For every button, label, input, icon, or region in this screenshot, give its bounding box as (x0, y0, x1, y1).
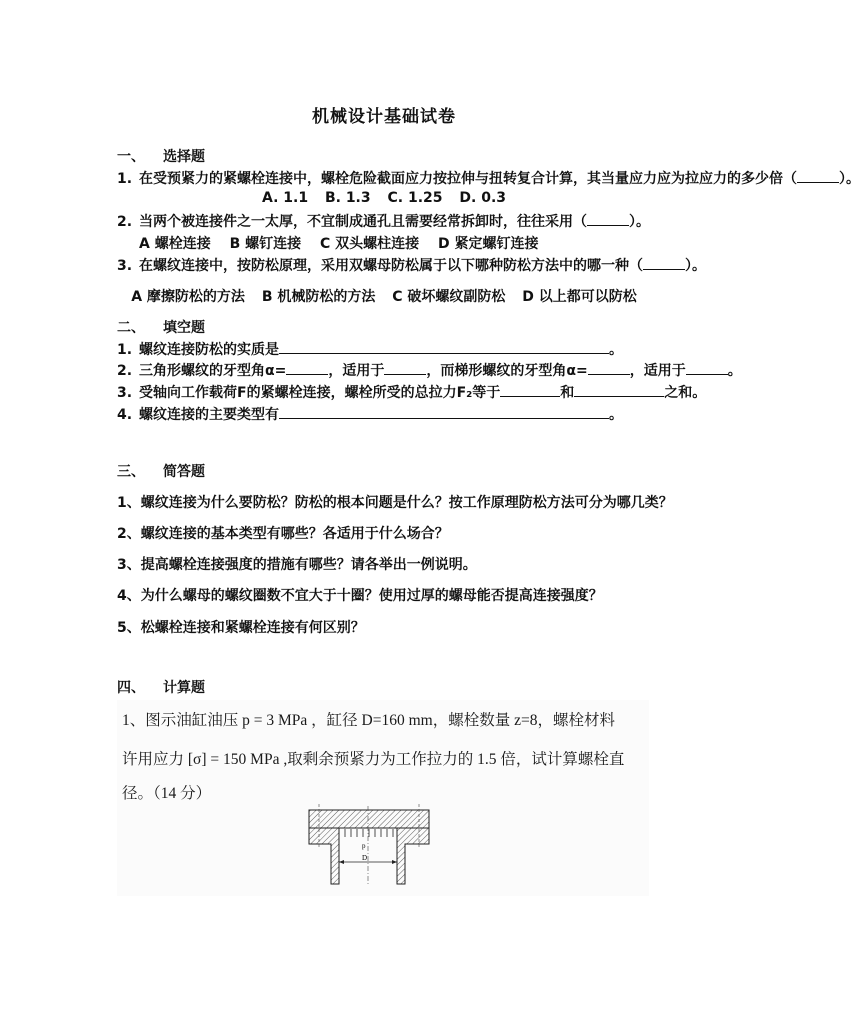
section-4-heading (117, 677, 205, 697)
s2-q2-mid-3: ，适用于 (629, 363, 686, 379)
s3-question-4: 4、为什么螺母的螺纹圈数不宜大于十圈？使用过厚的螺母能否提高连接强度？ (117, 588, 603, 604)
s2-q2-blank-4[interactable] (686, 360, 728, 375)
s1-q3-tail: ）。 (685, 258, 706, 274)
s2-q1-blank[interactable] (279, 339, 609, 354)
s1-question-1 (117, 168, 860, 188)
cylinder-diagram (305, 804, 431, 886)
section-4-label: 四、 (117, 680, 145, 696)
s2-q2-text: 三角形螺纹的牙型角 (139, 363, 265, 379)
s1-q3-text: 在螺纹连接中，按防松原理，采用双螺母防松属于以下哪种防松方法中的哪一种（ (139, 258, 643, 274)
diameter-label: D (362, 854, 368, 862)
s2-q2-alpha-2: α= (566, 363, 588, 379)
s1-q3-option-b[interactable]: B 机械防松的方法 (261, 289, 376, 305)
section-3-label: 三、 (117, 464, 145, 480)
problem-line-3: 径。（14 分） (122, 785, 212, 802)
s2-q3-f2: F₂ (456, 385, 473, 401)
s3-question-5: 5、松螺栓连接和紧螺栓连接有何区别？ (117, 620, 365, 636)
s1-q1-option-b[interactable]: B. 1.3 (324, 190, 371, 206)
s1-q2-option-d[interactable]: D 紧定螺钉连接 (438, 236, 539, 252)
s1-q3-option-d[interactable]: D 以上都可以防松 (522, 289, 637, 305)
s2-q3-text: 受轴向工作载荷 (139, 385, 237, 401)
s2-q3-mid-2: 等于 (472, 385, 501, 401)
problem-line-1: 1、图示油缸油压 p = 3 MPa ，缸径 D=160 mm，螺栓数量 z=8，螺栓材料 (122, 712, 615, 729)
section-1-label: 一、 (117, 149, 145, 165)
cylinder-wall-right (397, 828, 429, 884)
s1-q3-option-a[interactable]: A 摩擦防松的方法 (131, 289, 245, 305)
s2-q4-blank[interactable] (279, 404, 609, 419)
s1-q3-number: 3. (117, 258, 133, 274)
s1-q1-number: 1. (117, 171, 133, 187)
s2-q3-mid-3: 和 (560, 385, 575, 401)
s1-q2-number: 2. (117, 214, 133, 230)
s2-q2-mid-1: ，适用于 (328, 363, 385, 379)
s3-question-1: 1、螺纹连接为什么要防松？防松的根本问题是什么？按工作原理防松方法可分为哪几类？ (117, 495, 673, 511)
pressure-label: p (362, 842, 366, 850)
s2-q3-blank-1[interactable] (500, 382, 560, 397)
s2-q2-blank-2[interactable] (384, 360, 426, 375)
s2-q3-mid-1: 的紧螺栓连接，螺栓所受的总拉力 (246, 385, 457, 401)
s1-question-2 (117, 211, 650, 231)
section-3-heading (117, 461, 205, 481)
s2-question-2 (117, 360, 742, 380)
s1-q1-option-a[interactable]: A. 1.1 (261, 190, 309, 206)
cover-plate (309, 810, 429, 828)
s2-q2-blank-3[interactable] (588, 360, 630, 375)
s2-q2-alpha-1: α= (265, 363, 287, 379)
s1-q2-option-b[interactable]: B 螺钉连接 (229, 236, 302, 252)
s1-q3-option-c[interactable]: C 破坏螺纹副防松 (392, 289, 506, 305)
s1-q1-tail: ）。 (839, 171, 860, 187)
s1-q2-option-a[interactable]: A 螺栓连接 (139, 236, 211, 252)
s2-q4-tail: 。 (609, 407, 623, 423)
s1-question-3 (117, 255, 706, 275)
s1-q2-option-c[interactable]: C 双头螺柱连接 (320, 236, 420, 252)
s1-q1-options (0, 190, 768, 206)
s2-q3-tail: 之和。 (664, 385, 707, 401)
s2-q4-text: 螺纹连接的主要类型有 (139, 407, 279, 423)
s2-q2-number: 2. (117, 363, 133, 379)
s2-q1-number: 1. (117, 342, 133, 358)
section-1-heading (117, 146, 205, 166)
s2-q3-number: 3. (117, 385, 133, 401)
s2-q2-blank-1[interactable] (286, 360, 328, 375)
section-2-label: 二、 (117, 320, 145, 336)
calculation-problem-scan (117, 700, 649, 896)
s3-question-3: 3、提高螺栓连接强度的措施有哪些？请各举出一例说明。 (117, 557, 477, 573)
s2-q3-f: F (237, 385, 247, 401)
section-2-name: 填空题 (163, 320, 205, 336)
s1-q3-options (0, 286, 768, 306)
s2-q3-blank-2[interactable] (574, 382, 664, 397)
s2-q2-tail: 。 (727, 363, 742, 379)
s1-q1-text: 在受预紧力的紧螺栓连接中，螺栓危险截面应力按拉伸与扭转复合计算，其当量应力应为拉应力的多少倍（ (139, 171, 797, 187)
s2-question-1 (117, 339, 623, 359)
s1-q2-text: 当两个被连接件之一太厚，不宜制成通孔且需要经常拆卸时，往往采用（ (139, 214, 587, 230)
s1-q1-option-d[interactable]: D. 0.3 (459, 190, 507, 206)
pressure-arrows (345, 829, 393, 837)
s2-q1-tail: 。 (609, 342, 623, 358)
section-2-heading (117, 317, 205, 337)
s2-q1-text: 螺纹连接防松的实质是 (139, 342, 279, 358)
section-4-name: 计算题 (163, 680, 205, 696)
s1-q3-blank[interactable] (643, 255, 685, 270)
s1-q2-blank[interactable] (587, 211, 629, 226)
page-title: 机械设计基础试卷 (312, 107, 456, 127)
s1-q2-options (139, 233, 553, 253)
s1-q1-option-c[interactable]: C. 1.25 (387, 190, 443, 206)
s1-q2-tail: ）。 (629, 214, 650, 230)
s2-question-4 (117, 404, 623, 424)
s2-q2-mid-2: ，而梯形螺纹的牙型角 (426, 363, 567, 379)
cylinder-wall-left (309, 828, 339, 884)
s1-q1-blank[interactable] (797, 168, 839, 183)
s2-question-3 (117, 382, 706, 402)
section-3-name: 简答题 (163, 464, 205, 480)
s3-question-2: 2、螺纹连接的基本类型有哪些？各适用于什么场合？ (117, 526, 449, 542)
section-1-name: 选择题 (163, 149, 205, 165)
problem-line-2: 许用应力 [σ] = 150 MPa ,取剩余预紧力为工作拉力的 1.5 倍，试计算螺栓直 (122, 751, 625, 768)
s2-q4-number: 4. (117, 407, 133, 423)
